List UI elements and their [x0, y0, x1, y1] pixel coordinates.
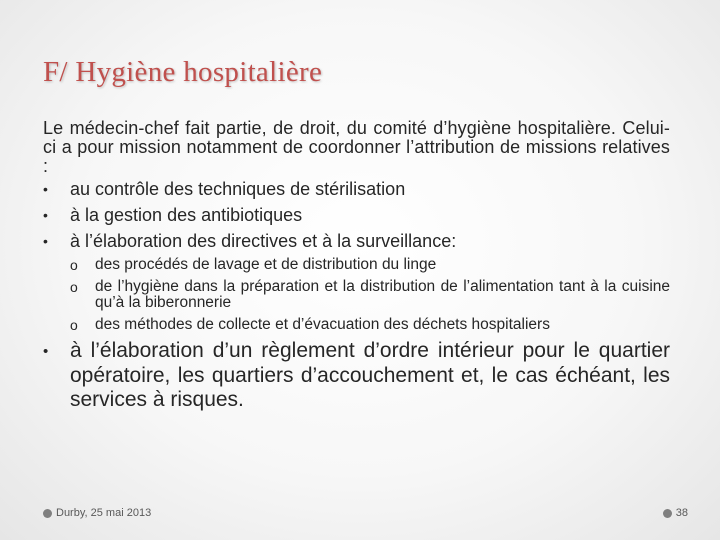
circle-bullet-icon: o: [70, 257, 78, 273]
bullet-icon: •: [43, 343, 49, 360]
bullet-item: [43, 202, 670, 228]
footer-date-text: Durby, 25 mai 2013: [56, 507, 152, 519]
slide-body: [43, 119, 670, 413]
bullet-text: à l’élaboration d’un règlement d’ordre intérieur pour le quartier opératoire, les quartiers d’accouchement et, le cas échéant, les services à risques.: [70, 339, 670, 411]
sub-bullet-text: des méthodes de collecte et d’évacuation des déchets hospitaliers: [95, 316, 550, 333]
sub-bullet-list: [43, 257, 670, 333]
sub-bullet-item: [70, 279, 670, 311]
footer-dot-icon: [43, 509, 52, 518]
page-number-text: 38: [675, 507, 688, 519]
page-number: [663, 507, 688, 519]
sub-bullet-item: [70, 317, 670, 333]
slide-title: F/ Hygiène hospitalière: [43, 56, 323, 88]
bullet-list: [43, 176, 670, 254]
bullet-item: [43, 176, 670, 202]
circle-bullet-icon: o: [70, 317, 78, 333]
page-dot-icon: [663, 509, 672, 518]
bullet-text: au contrôle des techniques de stérilisation: [70, 179, 406, 199]
bullet-text: à la gestion des antibiotiques: [70, 205, 303, 225]
sub-bullet-text: des procédés de lavage et de distribution du linge: [95, 256, 437, 273]
footer-date: [43, 507, 151, 519]
bullet-text: à l’élaboration des directives et à la surveillance:: [70, 231, 457, 251]
bullet-item-large: [43, 339, 670, 413]
bullet-icon: •: [43, 207, 48, 223]
intro-paragraph: Le médecin-chef fait partie, de droit, du comité d’hygiène hospitalière. Celui-ci a pour mission notamment de coordonner l’attribution de missions relatives :: [43, 118, 670, 176]
bullet-item: [43, 228, 670, 254]
sub-bullet-item: [70, 257, 670, 273]
sub-bullet-text: de l’hygiène dans la préparation et la distribution de l’alimentation tant à la cuisine qu’à la biberonnerie: [95, 278, 670, 311]
bullet-icon: •: [43, 233, 48, 249]
bullet-icon: •: [43, 181, 48, 197]
circle-bullet-icon: o: [70, 279, 78, 295]
